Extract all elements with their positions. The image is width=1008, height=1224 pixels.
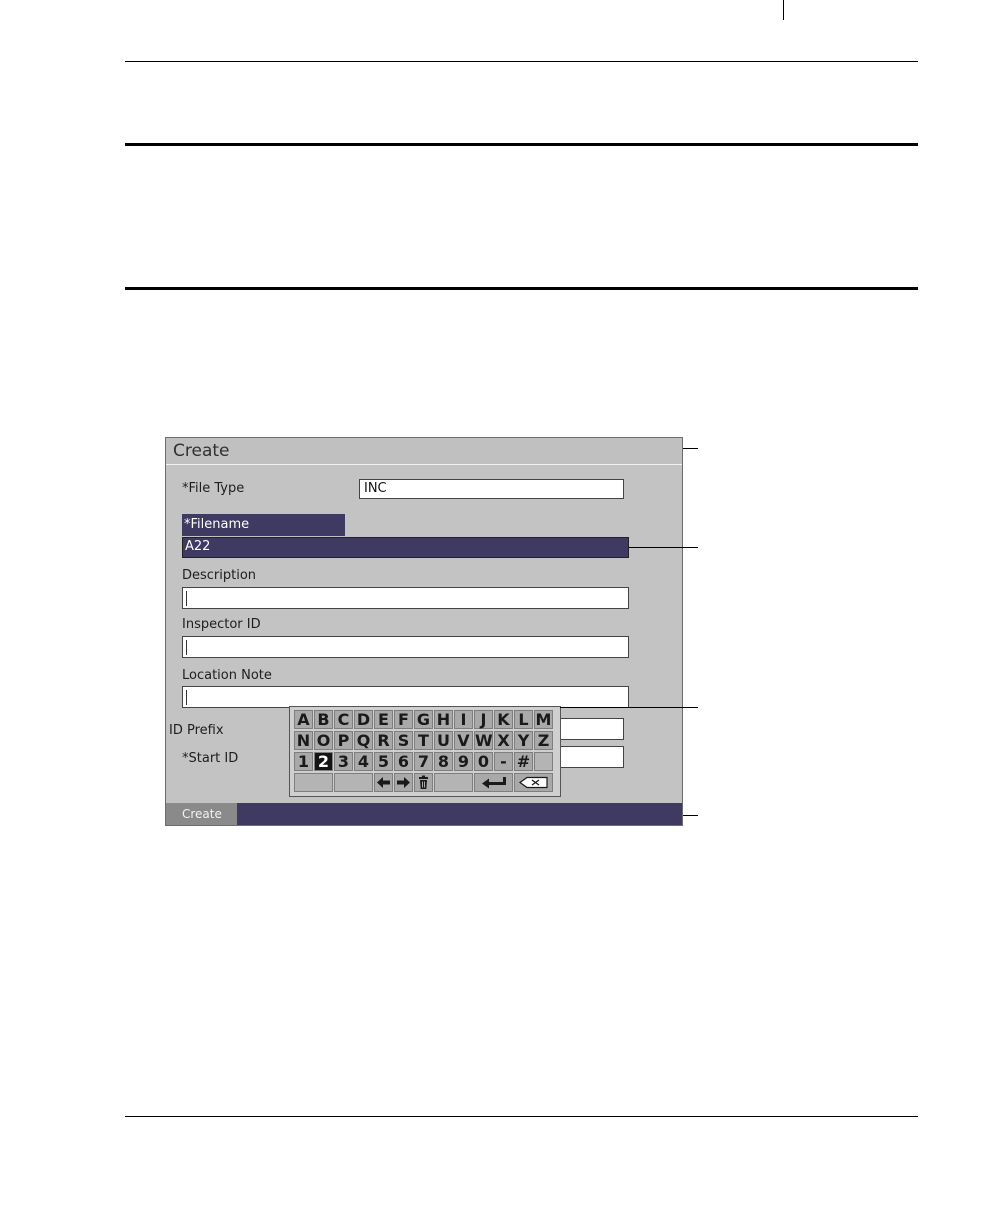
key-7[interactable]: 7 — [414, 752, 433, 771]
key-q[interactable]: Q — [354, 731, 373, 750]
section-rule-top — [125, 143, 918, 146]
key-n[interactable]: N — [294, 731, 313, 750]
header-rule — [125, 61, 918, 62]
text-caret — [186, 591, 187, 606]
left-arrow-icon[interactable] — [374, 773, 393, 792]
filename-label-tab — [182, 514, 345, 536]
key-k[interactable]: K — [494, 710, 513, 729]
inspector-id-label: Inspector ID — [182, 617, 261, 632]
create-screen — [165, 437, 683, 826]
filename-value: A22 — [185, 539, 211, 554]
key-dash[interactable]: - — [494, 752, 513, 771]
callout-line-status — [683, 815, 698, 816]
filename-field[interactable] — [182, 537, 629, 558]
file-type-field[interactable] — [359, 479, 624, 499]
title-bar — [166, 438, 682, 465]
key-r[interactable]: R — [374, 731, 393, 750]
callout-line-title — [683, 448, 698, 449]
window-title: Create — [173, 441, 230, 461]
start-id-label: *Start ID — [182, 751, 239, 766]
trash-icon[interactable] — [414, 773, 433, 792]
key-m[interactable]: M — [535, 710, 552, 729]
text-caret — [186, 640, 187, 655]
key-blank-wide-3[interactable] — [434, 773, 473, 792]
key-y[interactable]: Y — [514, 731, 533, 750]
key-blank-wide-1[interactable] — [294, 773, 333, 792]
inspector-id-field[interactable] — [182, 636, 629, 658]
callout-line-filename — [629, 547, 698, 548]
description-field[interactable] — [182, 587, 629, 609]
key-2-selected[interactable]: 2 — [314, 752, 333, 771]
title-divider — [166, 464, 682, 465]
key-hash[interactable]: # — [514, 752, 533, 771]
footer-rule — [125, 1116, 918, 1117]
status-bar — [166, 803, 682, 825]
key-w[interactable]: W — [475, 731, 493, 750]
key-t[interactable]: T — [414, 731, 433, 750]
key-blank-wide-2[interactable] — [334, 773, 373, 792]
key-0[interactable]: 0 — [474, 752, 493, 771]
filename-label: *Filename — [184, 517, 250, 532]
description-label: Description — [182, 568, 257, 583]
key-x[interactable]: X — [494, 731, 513, 750]
key-z[interactable]: Z — [534, 731, 553, 750]
create-tab-button[interactable] — [166, 803, 237, 825]
key-4[interactable]: 4 — [354, 752, 373, 771]
key-o[interactable]: O — [314, 731, 333, 750]
enter-icon[interactable] — [474, 773, 513, 792]
key-d[interactable]: D — [354, 710, 373, 729]
key-b[interactable]: B — [314, 710, 333, 729]
key-a[interactable]: A — [294, 710, 313, 729]
key-i[interactable]: I — [454, 710, 473, 729]
key-8[interactable]: 8 — [434, 752, 453, 771]
page-corner-mark — [783, 0, 784, 20]
backspace-icon[interactable] — [514, 773, 553, 792]
key-f[interactable]: F — [394, 710, 413, 729]
file-type-value: INC — [364, 481, 387, 496]
key-g[interactable]: G — [414, 710, 433, 729]
key-1[interactable]: 1 — [294, 752, 313, 771]
location-note-field[interactable] — [182, 686, 629, 708]
key-e[interactable]: E — [374, 710, 393, 729]
section-rule-bottom — [125, 287, 918, 290]
key-h[interactable]: H — [434, 710, 453, 729]
key-u[interactable]: U — [434, 731, 453, 750]
id-prefix-label: ID Prefix — [169, 723, 224, 738]
file-type-label: *File Type — [182, 481, 245, 496]
key-blank[interactable] — [534, 752, 553, 771]
key-9[interactable]: 9 — [454, 752, 473, 771]
key-v[interactable]: V — [454, 731, 473, 750]
key-p[interactable]: P — [334, 731, 353, 750]
text-caret — [186, 690, 187, 705]
key-6[interactable]: 6 — [394, 752, 413, 771]
key-s[interactable]: S — [394, 731, 413, 750]
right-arrow-icon[interactable] — [394, 773, 413, 792]
location-note-label: Location Note — [182, 668, 272, 683]
callout-line-keyboard — [560, 707, 698, 708]
key-j[interactable]: J — [474, 710, 493, 729]
create-tab-label: Create — [182, 807, 222, 821]
key-l[interactable]: L — [514, 710, 533, 729]
key-c[interactable]: C — [334, 710, 353, 729]
key-3[interactable]: 3 — [334, 752, 353, 771]
virtual-keyboard — [289, 706, 561, 797]
key-5[interactable]: 5 — [374, 752, 393, 771]
